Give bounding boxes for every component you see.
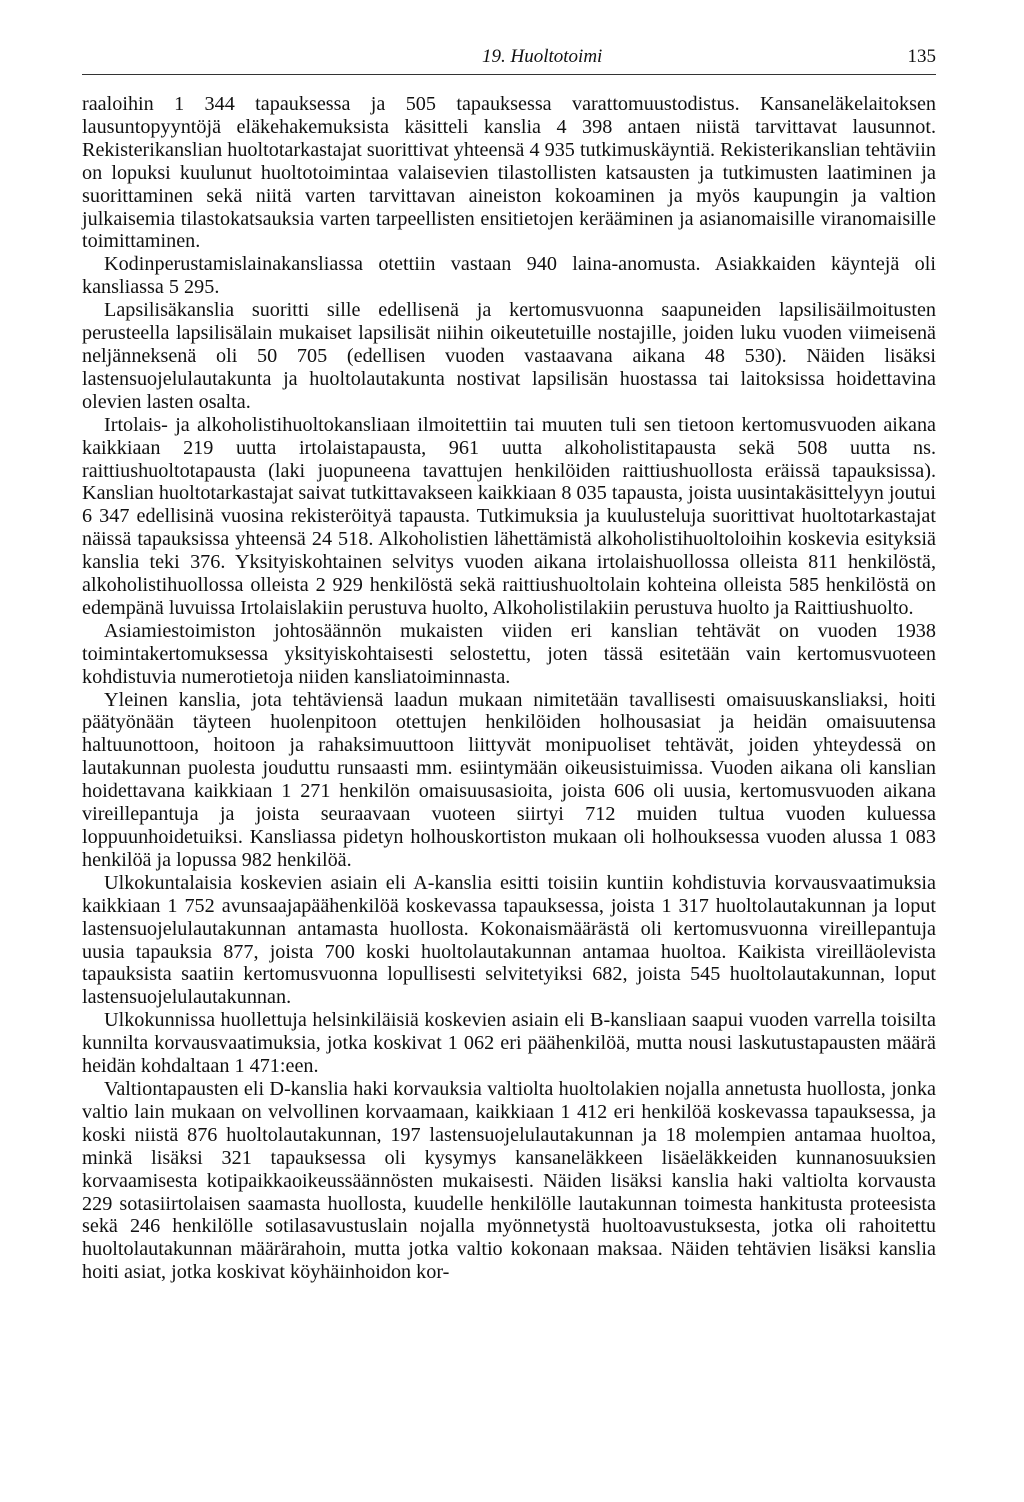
- body-text: [82, 93, 936, 1284]
- paragraph: Kodinperustamislainakansliassa otettiin vastaan 940 laina-anomusta. Asiakkaiden käyntejä oli kansliassa 5 295.: [82, 253, 936, 299]
- document-page: [82, 44, 936, 1284]
- running-header: [82, 44, 936, 74]
- paragraph: Ulkokunnissa huollettuja helsinkiläisiä koskevien asiain eli B-kansliaan saapui vuoden varrella toisilta kunnilta korvausvaatimuksia, jotka koskivat 1 062 eri päähenkilöä, mutta nousi laskutustapausten määrä heidän kohdaltaan 1 471:een.: [82, 1009, 936, 1078]
- paragraph: Irtolais- ja alkoholistihuoltokansliaan ilmoitettiin tai muuten tuli sen tietoon kertomusvuoden aikana kaikkiaan 219 uutta irtolaistapausta, 961 uutta alkoholistitapausta sekä 508 uutta ns. raittiushuoltotapausta (laki juopuneena tavattujen henkilöiden raittiushuollosta eräissä tapauksissa). Kanslian huoltotarkastajat saivat tutkittavakseen kaikkiaan 8 035 tapausta, joista uusintakäsittelyyn joutui 6 347 edellisinä vuosina rekisteröityä tapausta. Tutkimuksia ja kuulusteluja suorittivat huoltotarkastajat näissä tapauksissa yhteensä 24 518. Alkoholistien lähettämistä alkoholistihuoltoloihin koskevia esityksiä kanslia teki 376. Yksityiskohtainen selvitys vuoden aikana irtolaishuollossa olleista 811 henkilöstä, alkoholistihuollossa olleista 2 929 henkilöstä sekä raittiushuoltolain kohteina olleista 585 henkilöstä on edempänä luvuissa Irtolaislakiin perustuva huolto, Alkoholistilakiin perustuva huolto ja Raittiushuolto.: [82, 413, 936, 619]
- chapter-title: 19. Huoltotoimi: [482, 46, 603, 67]
- paragraph: Asiamiestoimiston johtosäännön mukaisten viiden eri kanslian tehtävät on vuoden 1938 toimintakertomuksessa yksityiskohtaisesti selostettu, joten tässä esitetään vain kertomusvuoteen kohdistuvia numerotietoja niiden kansliatoiminnasta.: [82, 619, 936, 688]
- paragraph: raaloihin 1 344 tapauksessa ja 505 tapauksessa varattomuustodistus. Kansaneläkelaitoksen lausuntopyyntöjä eläkehakemuksista käsitteli kanslia 4 398 antaen niistä tarvittavat lausunnot. Rekisterikanslian huoltotarkastajat suorittivat yhteensä 4 935 tutkimuskäyntiä. Rekisterikanslian tehtäviin on lopuksi kuulunut huoltotoimintaa valaisevien tilastollisten katsausten ja tutkimusten laatiminen ja suorittaminen sekä niitä varten tarvittavan aineiston kokoaminen ja myös kaupungin ja valtion julkaisemia tilastokatsauksia varten tarpeellisten ensitietojen kerääminen ja asianomaisille viranomaisille toimittaminen.: [82, 93, 936, 253]
- paragraph: Valtiontapausten eli D-kanslia haki korvauksia valtiolta huoltolakien nojalla annetusta huollosta, jonka valtio lain mukaan on velvollinen korvaamaan, kaikkiaan 1 412 eri henkilöä koskevassa tapauksessa, ja koski niistä 876 huoltolautakunnan, 197 lastensuojelulautakunnan ja 18 molempien antamaa huoltoa, minkä lisäksi 321 tapauksessa oli kysymys kansaneläkkeen lisäeläkkeiden kunnanosuuksien korvaamisesta kotipaikkaoikeussäännösten mukaisesti. Näiden lisäksi kanslia haki valtiolta korvausta 229 sotasiirtolaisen saamasta huollosta, kuudelle henkilölle lautakunnan toimesta hankitusta proteesista sekä 246 henkilölle sotilasavustuslain nojalla myönnetystä huoltoavustuksesta, jotka oli rahoitettu huoltolautakunnan määrärahoin, mutta jotka valtio kokonaan maksaa. Näiden tehtävien lisäksi kanslia hoiti asiat, jotka koskivat köyhäinhoidon kor-: [82, 1077, 936, 1284]
- paragraph: Ulkokuntalaisia koskevien asiain eli A-kanslia esitti toisiin kuntiin kohdistuvia korvausvaatimuksia kaikkiaan 1 752 avunsaajapäähenkilöä koskevassa tapauksessa, joista 1 317 huoltolautakunnan ja loput lastensuojelulautakunnan antamasta huollosta. Kokonaismäärästä oli kertomusvuonna vireillepantuja uusia tapauksia 877, joista 700 koski huoltolautakunnan antamaa huoltoa. Kaikista vireilläolevista tapauksista saatiin kertomusvuonna lopullisesti selvitetyiksi 682, joista 545 huoltolautakunnan, loput lastensuojelulautakunnan.: [82, 871, 936, 1009]
- paragraph: Lapsilisäkanslia suoritti sille edellisenä ja kertomusvuonna saapuneiden lapsilisäilmoitusten perusteella lapsilisälain mukaiset lapsilisät niihin oikeutetuille nostajille, joiden luku vuoden viimeisenä neljänneksenä oli 50 705 (edellisen vuoden vastaavana aikana 48 530). Näiden lisäksi lastensuojelulautakunta ja huoltolautakunta nostivat lapsilisän huostassa tai laitoksissa hoidettavina olevien lasten osalta.: [82, 299, 936, 413]
- header-rule: [82, 74, 936, 75]
- paragraph: Yleinen kanslia, jota tehtäviensä laadun mukaan nimitetään tavallisesti omaisuuskansliaksi, hoiti päätyönään täyteen huolenpitoon otettujen henkilöiden holhousasiat ja heidän omaisuutensa haltuunottoon, hoitoon ja rahaksimuuttoon liittyvät monipuoliset tehtävät, joiden yhteydessä on lautakunnan puolesta jouduttu runsaasti mm. esiintymään oikeusistuimissa. Vuoden aikana oli kanslian hoidettavana kaikkiaan 1 271 henkilön omaisuusasioita, joista 606 oli uusia, kertomusvuoden aikana vireillepantuja ja joista seuraavaan vuoteen siirtyi 712 muiden tultua vuoden kuluessa loppuunhoidetuiksi. Kansliassa pidetyn holhouskortiston mukaan oli holhouksessa vuoden alussa 1 083 henkilöä ja lopussa 982 henkilöä.: [82, 688, 936, 871]
- page-number: 135: [907, 46, 936, 67]
